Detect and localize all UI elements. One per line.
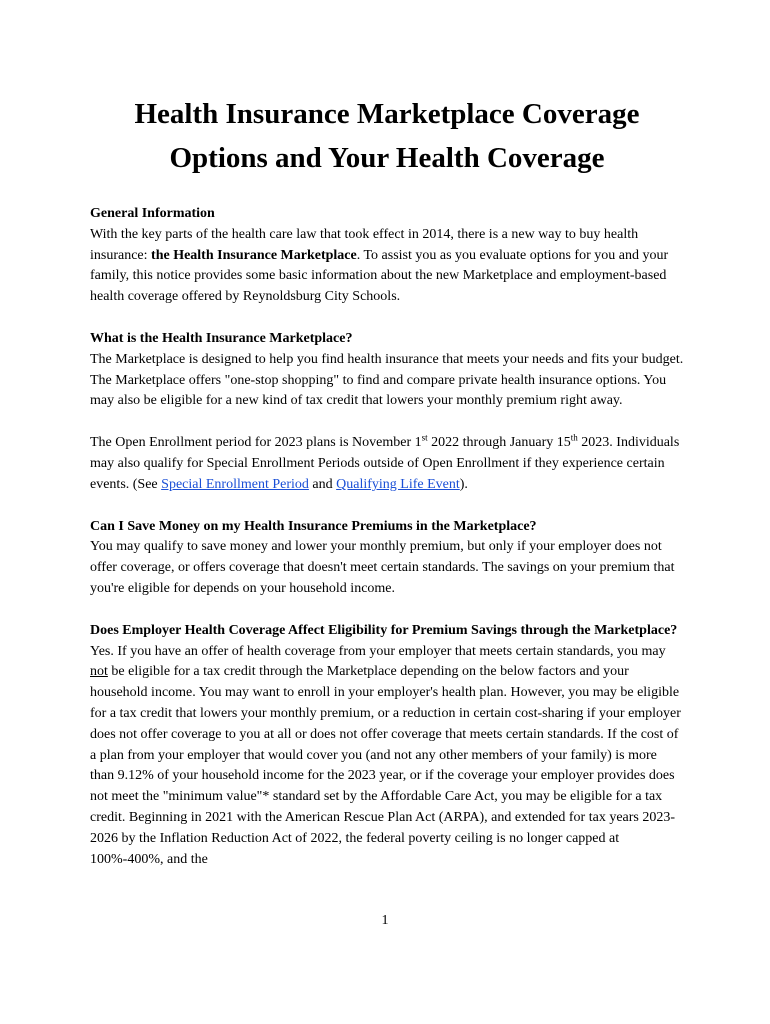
general-information-paragraph	[90, 225, 684, 308]
page-number: 1	[381, 913, 389, 928]
employer-coverage-heading: Does Employer Health Coverage Affect Eligibility for Premium Savings through the Marketplace?	[90, 622, 678, 638]
open-enrollment-text-3: 2023. Individuals may also qualify for Special Enrollment Periods outside of Open Enrollment if they experience certain events. (See	[90, 435, 680, 492]
save-money-heading: Can I Save Money on my Health Insurance Premiums in the Marketplace?	[90, 518, 537, 534]
employer-coverage-paragraph	[90, 642, 684, 871]
general-text-2: . To assist you as you evaluate options for you and your family, this notice provides some basic information about the new Marketplace and employment-based health coverage offered by Reynoldsburg City Schools.	[90, 247, 669, 305]
document-title	[90, 92, 684, 180]
employer-text-2: be eligible for a tax credit through the Marketplace depending on the below factors and your household income. You may want to enroll in your employer's health plan. However, you may be eligible for a tax credit that lowers your monthly premium, or a reduction in certain cost-sharing if your employer does not offer coverage to you at all or does not offer coverage that meets certain standards. If the cost of a plan from your employer that would cover you (and not any other members of your family) is more than 9.12% of your household income for the 2023 year, or if the coverage your employer provides does not meet the "minimum value"* standard set by the Affordable Care Act, you may be eligible for a tax credit. Beginning in 2021 with the American Rescue Plan Act (ARPA), and extended for tax years 2023-2026 by the Inflation Reduction Act of 2022, the federal poverty ceiling is no longer capped at 100%-400%, and the	[90, 664, 681, 867]
open-enrollment-text-2: 2022 through January 15	[427, 435, 571, 451]
general-bold-text: the Health Insurance Marketplace	[151, 247, 357, 263]
employer-coverage-section	[90, 621, 684, 871]
open-enrollment-section	[90, 433, 684, 495]
general-text-1: With the key parts of the health care law that took effect in 2014, there is a new way to buy health insurance:	[90, 226, 639, 263]
what-is-marketplace-heading: What is the Health Insurance Marketplace?	[90, 330, 353, 346]
what-is-marketplace-paragraph: The Marketplace is designed to help you find health insurance that meets your needs and fits your budget. The Marketplace offers "one-stop shopping" to find and compare private health insurance options. You may also be eligible for a new kind of tax credit that lowers your monthly premium right away.	[90, 351, 684, 409]
title-line-2: Options and Your Health Coverage	[169, 142, 605, 174]
open-enrollment-paragraph	[90, 433, 684, 495]
qualifying-life-event-link[interactable]: Qualifying Life Event	[336, 476, 460, 492]
what-is-marketplace-section	[90, 329, 684, 412]
open-enrollment-text-1: The Open Enrollment period for 2023 plans is November 1	[90, 435, 422, 451]
save-money-paragraph: You may qualify to save money and lower your monthly premium, but only if your employer does not offer coverage, or offers coverage that doesn't meet certain standards. The savings on your premium that you're eligible for depends on your household income.	[90, 539, 675, 596]
employer-text-1: Yes. If you have an offer of health coverage from your employer that meets certain standards, you may	[90, 643, 666, 659]
special-enrollment-period-link[interactable]: Special Enrollment Period	[161, 476, 309, 492]
open-enrollment-text-5: ).	[459, 476, 468, 492]
title-line-1: Health Insurance Marketplace Coverage	[134, 98, 640, 130]
ordinal-st: st	[421, 432, 428, 443]
general-information-heading: General Information	[90, 206, 215, 221]
open-enrollment-text-4: and	[308, 476, 337, 492]
save-money-section	[90, 517, 684, 600]
document-page	[90, 92, 684, 870]
employer-underlined-not: not	[90, 664, 108, 680]
ordinal-th: th	[570, 432, 578, 443]
general-information-section	[90, 204, 684, 308]
